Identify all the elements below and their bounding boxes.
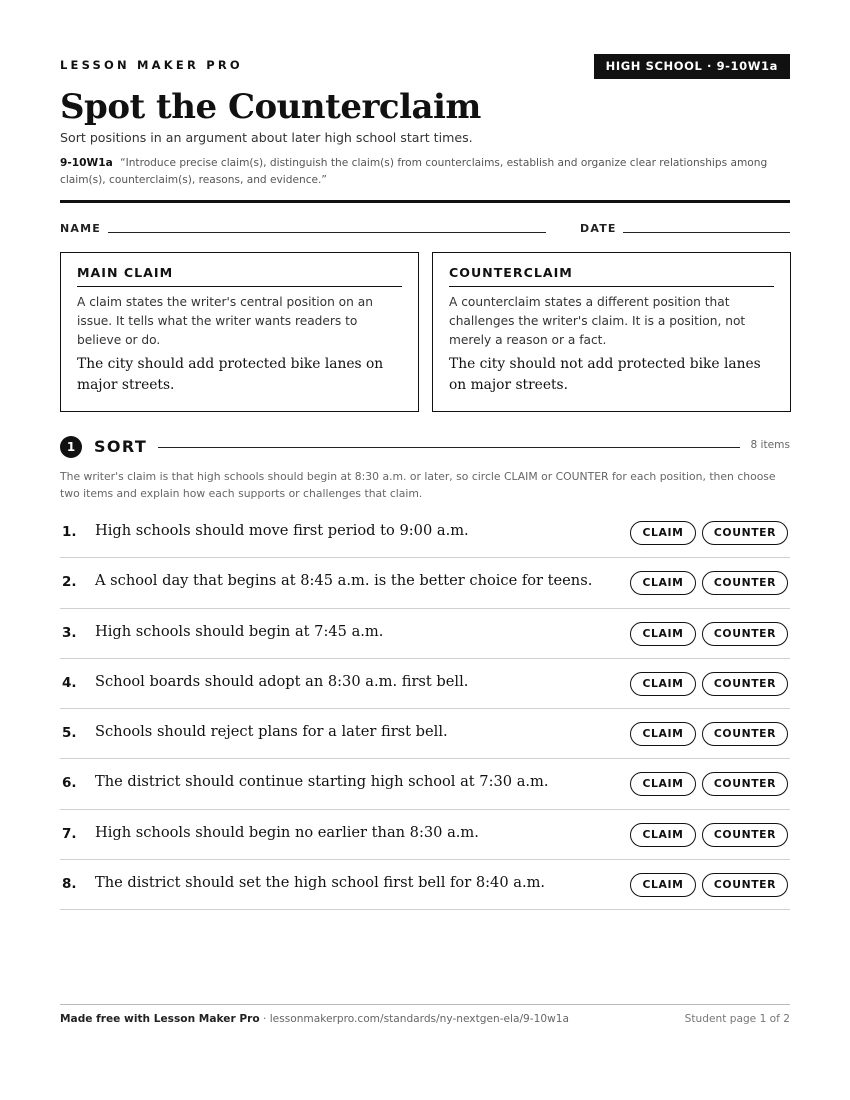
page-subtitle: Sort positions in an argument about later high school start times. [60,130,473,145]
item-number: 2. [62,574,77,591]
main-claim-description: A claim states the writer's central position on an issue. It tells what the writer wants readers to believe or do. [77,295,373,347]
item-text: High schools should begin no earlier than 8:30 a.m. [95,823,479,841]
item-text: The district should set the high school first bell for 8:40 a.m. [95,874,546,892]
item-number: 5. [62,725,77,742]
item-text: High schools should begin at 7:45 a.m. [95,622,384,640]
list-item [60,860,790,910]
footer-divider [60,1004,790,1005]
claim-option-button[interactable]: CLAIM [630,571,696,595]
item-number: 7. [62,825,77,842]
footer-page-number: Student page 1 of 2 [684,1013,790,1025]
claim-option-button[interactable]: CLAIM [630,672,696,696]
claim-option-button[interactable]: CLAIM [630,622,696,646]
list-item [60,759,790,809]
claim-option-button[interactable]: CLAIM [630,521,696,545]
item-number: 1. [62,524,77,540]
item-text: Schools should reject plans for a later first bell. [95,723,448,741]
list-item [60,609,790,659]
list-item [60,709,790,759]
name-field[interactable] [108,232,546,233]
main-claim-box [60,252,419,412]
item-text: High schools should move first period to 9:00 a.m. [95,522,469,539]
item-text: School boards should adopt an 8:30 a.m. first bell. [95,672,469,690]
list-item [60,810,790,860]
section-number-badge: 1 [60,436,82,458]
footer-made-with: Made free with Lesson Maker Pro [60,1013,260,1025]
standard-statement [60,155,790,189]
counter-option-button[interactable]: COUNTER [702,571,788,595]
standard-code: 9-10W1a [60,157,113,169]
counter-option-button[interactable]: COUNTER [702,823,788,847]
standard-text: “Introduce precise claim(s), distinguish the claim(s) from counterclaims, establish and organize clear relationships among claim(s), counterclaim(s), reasons, and evidence.” [60,157,768,186]
item-text: The district should continue starting high school at 7:30 a.m. [95,773,549,791]
counterclaim-box [432,252,791,412]
brand-name: LESSON MAKER PRO [60,58,243,72]
name-label: NAME [60,222,101,235]
date-field[interactable] [623,232,790,233]
section-divider [158,447,740,448]
list-item [60,659,790,709]
counter-option-button[interactable]: COUNTER [702,873,788,897]
counter-option-button[interactable]: COUNTER [702,622,788,646]
footer-url[interactable]: · lessonmakerpro.com/standards/ny-nextgen-ela/9-10w1a [259,1013,569,1025]
item-number: 4. [62,674,77,691]
items-list [60,508,790,910]
list-item [60,558,790,608]
counterclaim-heading: COUNTERCLAIM [449,265,774,287]
level-badge: HIGH SCHOOL · 9-10W1a [594,54,790,79]
counter-option-button[interactable]: COUNTER [702,772,788,796]
item-number: 6. [62,775,77,792]
item-count: 8 items [750,439,790,451]
main-claim-heading: MAIN CLAIM [77,265,402,287]
claim-option-button[interactable]: CLAIM [630,722,696,746]
header-divider [60,200,790,203]
claim-option-button[interactable]: CLAIM [630,873,696,897]
item-text: A school day that begins at 8:45 a.m. is the better choice for teens. [95,572,593,590]
counter-option-button[interactable]: COUNTER [702,521,788,545]
worksheet-page [60,0,790,1100]
counterclaim-description: A counterclaim states a different position that challenges the writer's claim. It is a position, not merely a reason or a fact. [449,295,746,347]
section-title: SORT [94,437,148,456]
footer-credit [60,1013,569,1025]
counter-option-button[interactable]: COUNTER [702,722,788,746]
list-item [60,508,790,558]
date-label: DATE [580,222,617,235]
counter-option-button[interactable]: COUNTER [702,672,788,696]
claim-option-button[interactable]: CLAIM [630,772,696,796]
item-number: 3. [62,624,77,641]
item-number: 8. [62,876,77,893]
section-instructions: The writer's claim is that high schools should begin at 8:30 a.m. or later, so circle CLAIM or COUNTER for each position, then choose two items and explain how each supports or challenges that claim. [60,470,776,500]
counterclaim-example: The city should not add protected bike lanes on major streets. [449,356,761,393]
main-claim-example: The city should add protected bike lanes on major streets. [77,356,384,393]
page-title: Spot the Counterclaim [60,87,481,127]
claim-option-button[interactable]: CLAIM [630,823,696,847]
